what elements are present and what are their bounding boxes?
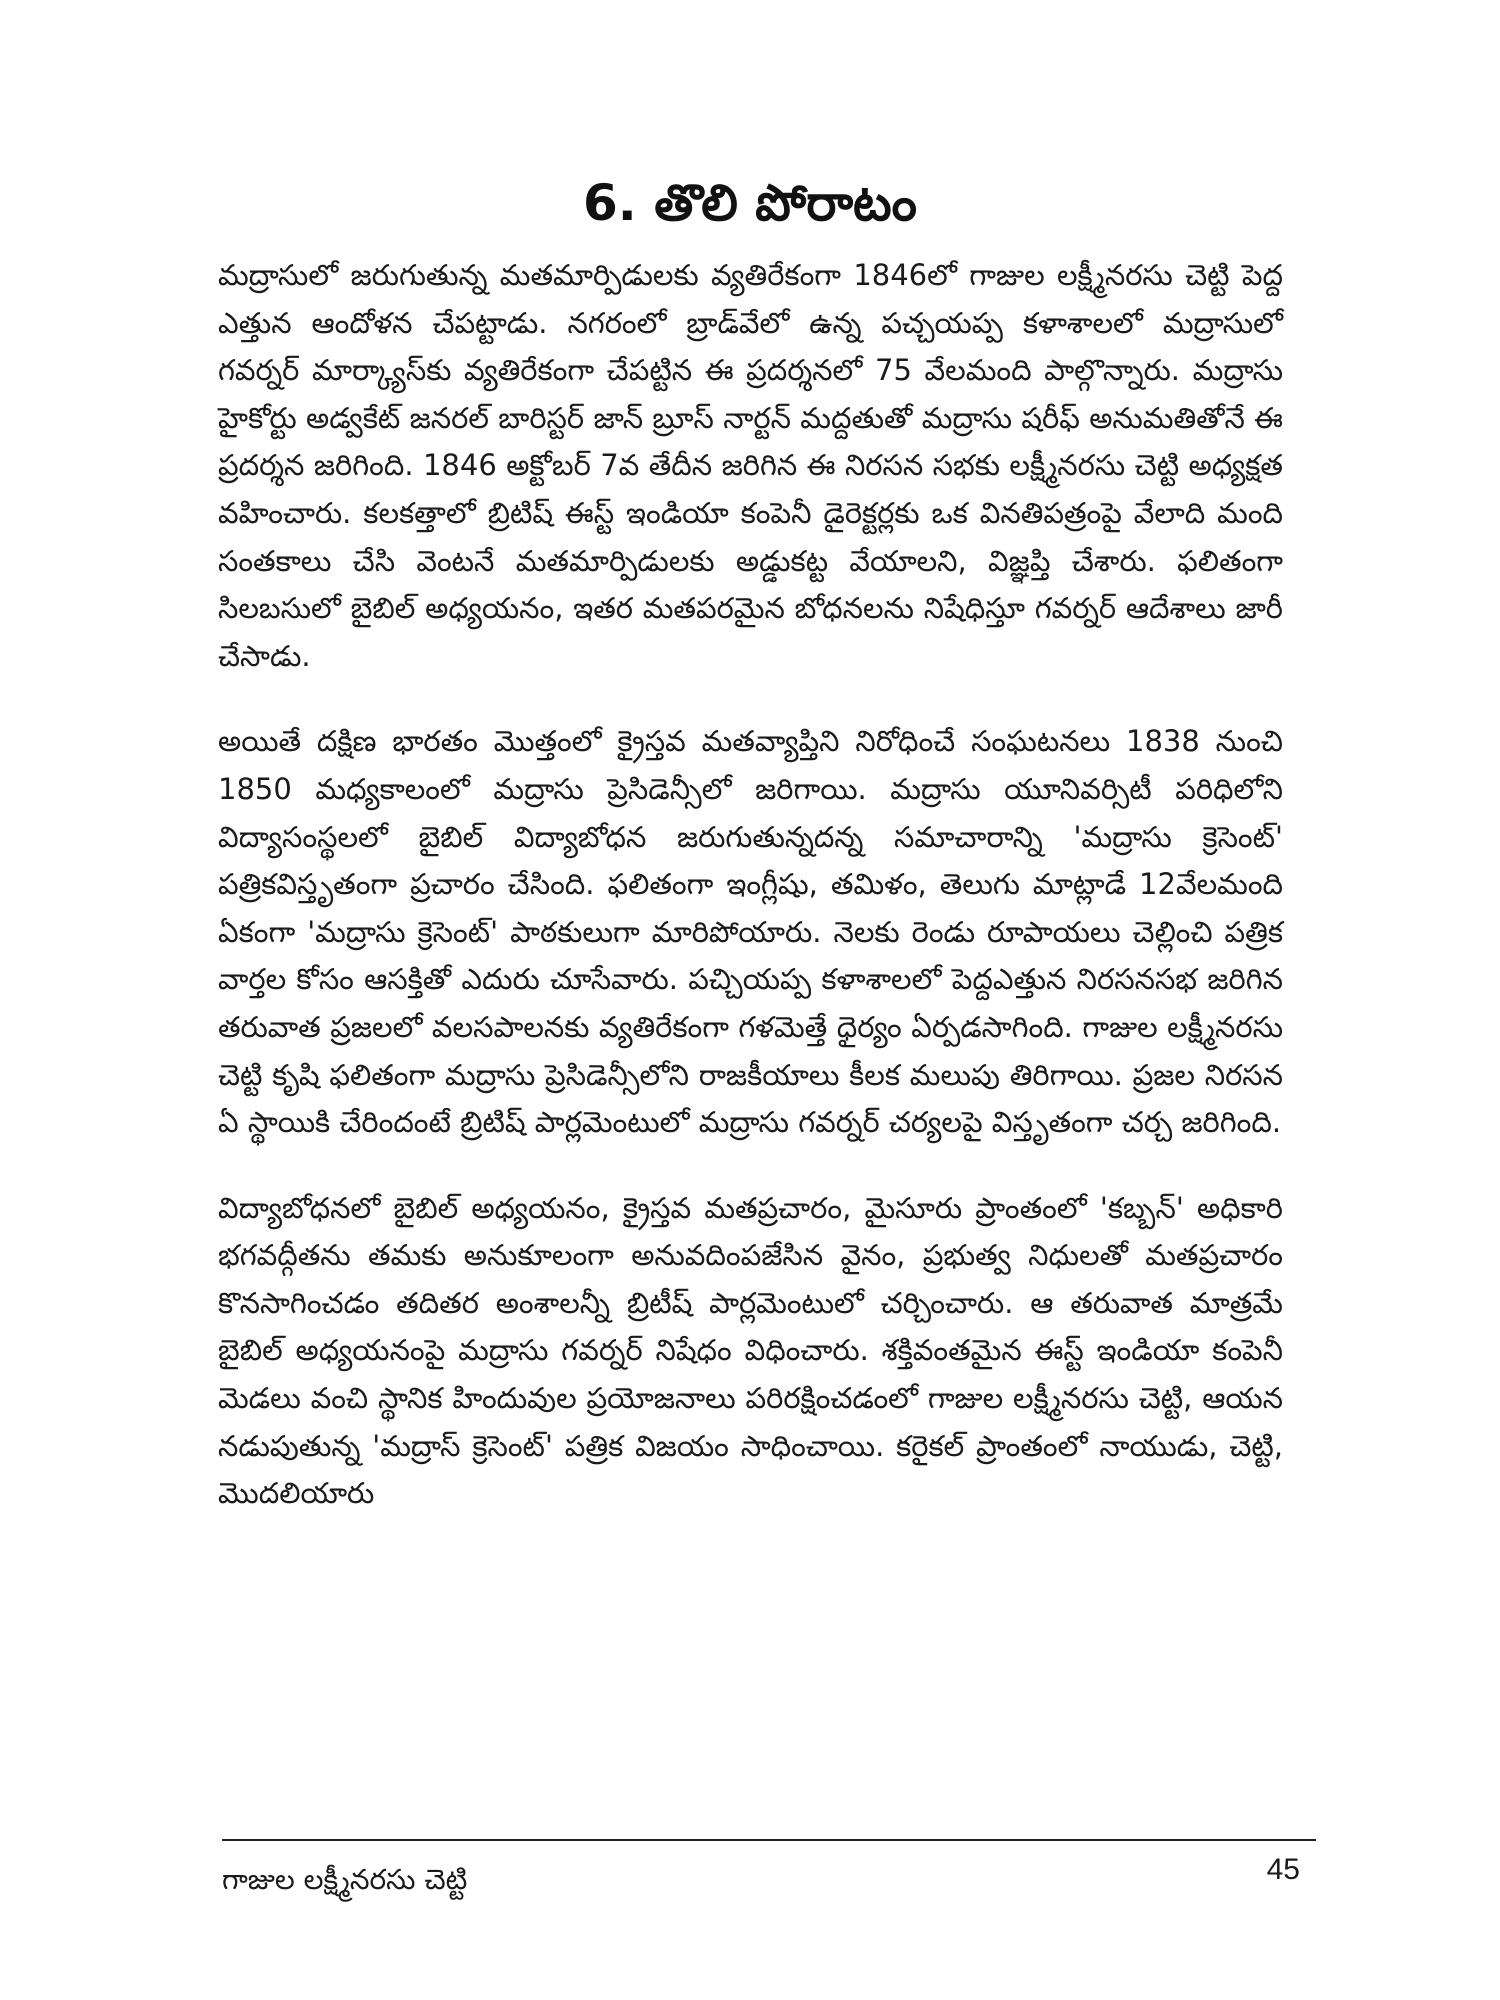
body-text <box>218 252 1283 1556</box>
page-number: 45 <box>1266 1853 1300 1886</box>
paragraph: మద్రాసులో జరుగుతున్న మతమార్పిడులకు వ్యతిరేకంగా 1846లో గాజుల లక్ష్మీనరసు చెట్టి పెద్ద ఎత్తున ఆందోళన చేపట్టాడు. నగరంలో బ్రాడ్‌వేలో ఉన్న పచ్చయప్ప కళాశాలలో మద్రాసులో గవర్నర్ మార్క్యాస్‌కు వ్యతిరేకంగా చేపట్టిన ఈ ప్రదర్శనలో 75 వేలమంది పాల్గొన్నారు. మద్రాసు హైకోర్టు అడ్వకేట్ జనరల్ బారిస్టర్ జాన్ బ్రూస్ నార్టన్ మద్దతుతో మద్రాసు షరీఫ్ అనుమతితోనే ఈ ప్రదర్శన జరిగింది. 1846 అక్టోబర్ 7వ తేదీన జరిగిన ఈ నిరసన సభకు లక్ష్మీనరసు చెట్టి అధ్యక్షత వహించారు. కలకత్తాలో బ్రిటిష్ ఈస్ట్ ఇండియా కంపెనీ డైరెక్టర్లకు ఒక వినతిపత్రంపై వేలాది మంది సంతకాలు చేసి వెంటనే మతమార్పిడులకు అడ్డుకట్ట వేయాలని, విజ్ఞప్తి చేశారు. ఫలితంగా సిలబసులో బైబిల్ అధ్యయనం, ఇతర మతపరమైన బోధనలను నిషేధిస్తూ గవర్నర్ ఆదేశాలు జారీ చేసాడు. <box>218 258 1283 673</box>
footer-book-title: గాజుల లక్ష్మీనరసు చెట్టి <box>222 1863 468 1896</box>
footer-divider <box>222 1839 1316 1841</box>
chapter-title: 6. తొలి పోరాటం <box>583 174 917 232</box>
paragraph: అయితే దక్షిణ భారతం మొత్తంలో క్రైస్తవ మతవ్యాప్తిని నిరోధించే సంఘటనలు 1838 నుంచి 1850 మధ్యకాలంలో మద్రాసు ప్రెసిడెన్సీలో జరిగాయి. మద్రాసు యూనివర్సిటీ పరిధిలోని విద్యాసంస్థలలో బైబిల్ విద్యాబోధన జరుగుతున్నదన్న సమాచారాన్ని 'మద్రాసు క్రెసెంట్' పత్రికవిస్తృతంగా ప్రచారం చేసింది. ఫలితంగా ఇంగ్లీషు, తమిళం, తెలుగు మాట్లాడే 12వేలమంది ఏకంగా 'మద్రాసు క్రెసెంట్' పాఠకులుగా మారిపోయారు. నెలకు రెండు రూపాయలు చెల్లించి పత్రిక వార్తల కోసం ఆసక్తితో ఎదురు చూసేవారు. పచ్చియప్ప కళాశాలలో పెద్దఎత్తున నిరసనసభ జరిగిన తరువాత ప్రజలలో వలసపాలనకు వ్యతిరేకంగా గళమెత్తే ధైర్యం ఏర్పడసాగింది. గాజుల లక్ష్మీనరసు చెట్టి కృషి ఫలితంగా మద్రాసు ప్రెసిడెన్సీలోని రాజకీయాలు కీలక మలుపు తిరిగాయి. ప్రజల నిరసన ఏ స్థాయికి చేరిందంటే బ్రిటిష్ పార్లమెంటులో మద్రాసు గవర్నర్ చర్యలపై విస్తృతంగా చర్చ జరిగింది. <box>218 724 1283 1140</box>
paragraph: విద్యాబోధనలో బైబిల్ అధ్యయనం, క్రైస్తవ మతప్రచారం, మైసూరు ప్రాంతంలో 'కబ్బన్' అధికారి భగవద్గీతను తమకు అనుకూలంగా అనువదింపజేసిన వైనం, ప్రభుత్వ నిధులతో మతప్రచారం కొనసాగించడం తదితర అంశాలన్నీ బ్రిటీష్ పార్లమెంటులో చర్చించారు. ఆ తరువాత మాత్రమే బైబిల్ అధ్యయనంపై మద్రాసు గవర్నర్ నిషేధం విధించారు. శక్తివంతమైన ఈస్ట్ ఇండియా కంపెనీ మెడలు వంచి స్థానిక హిందువుల ప్రయోజనాలు పరిరక్షించడంలో గాజుల లక్ష్మీనరసు చెట్టి, ఆయన నడుపుతున్న 'మద్రాస్ క్రెసెంట్' పత్రిక విజయం సాధించాయి. కరైకల్ ప్రాంతంలో నాయుడు, చెట్టి, మొదలియారు <box>218 1190 1283 1511</box>
